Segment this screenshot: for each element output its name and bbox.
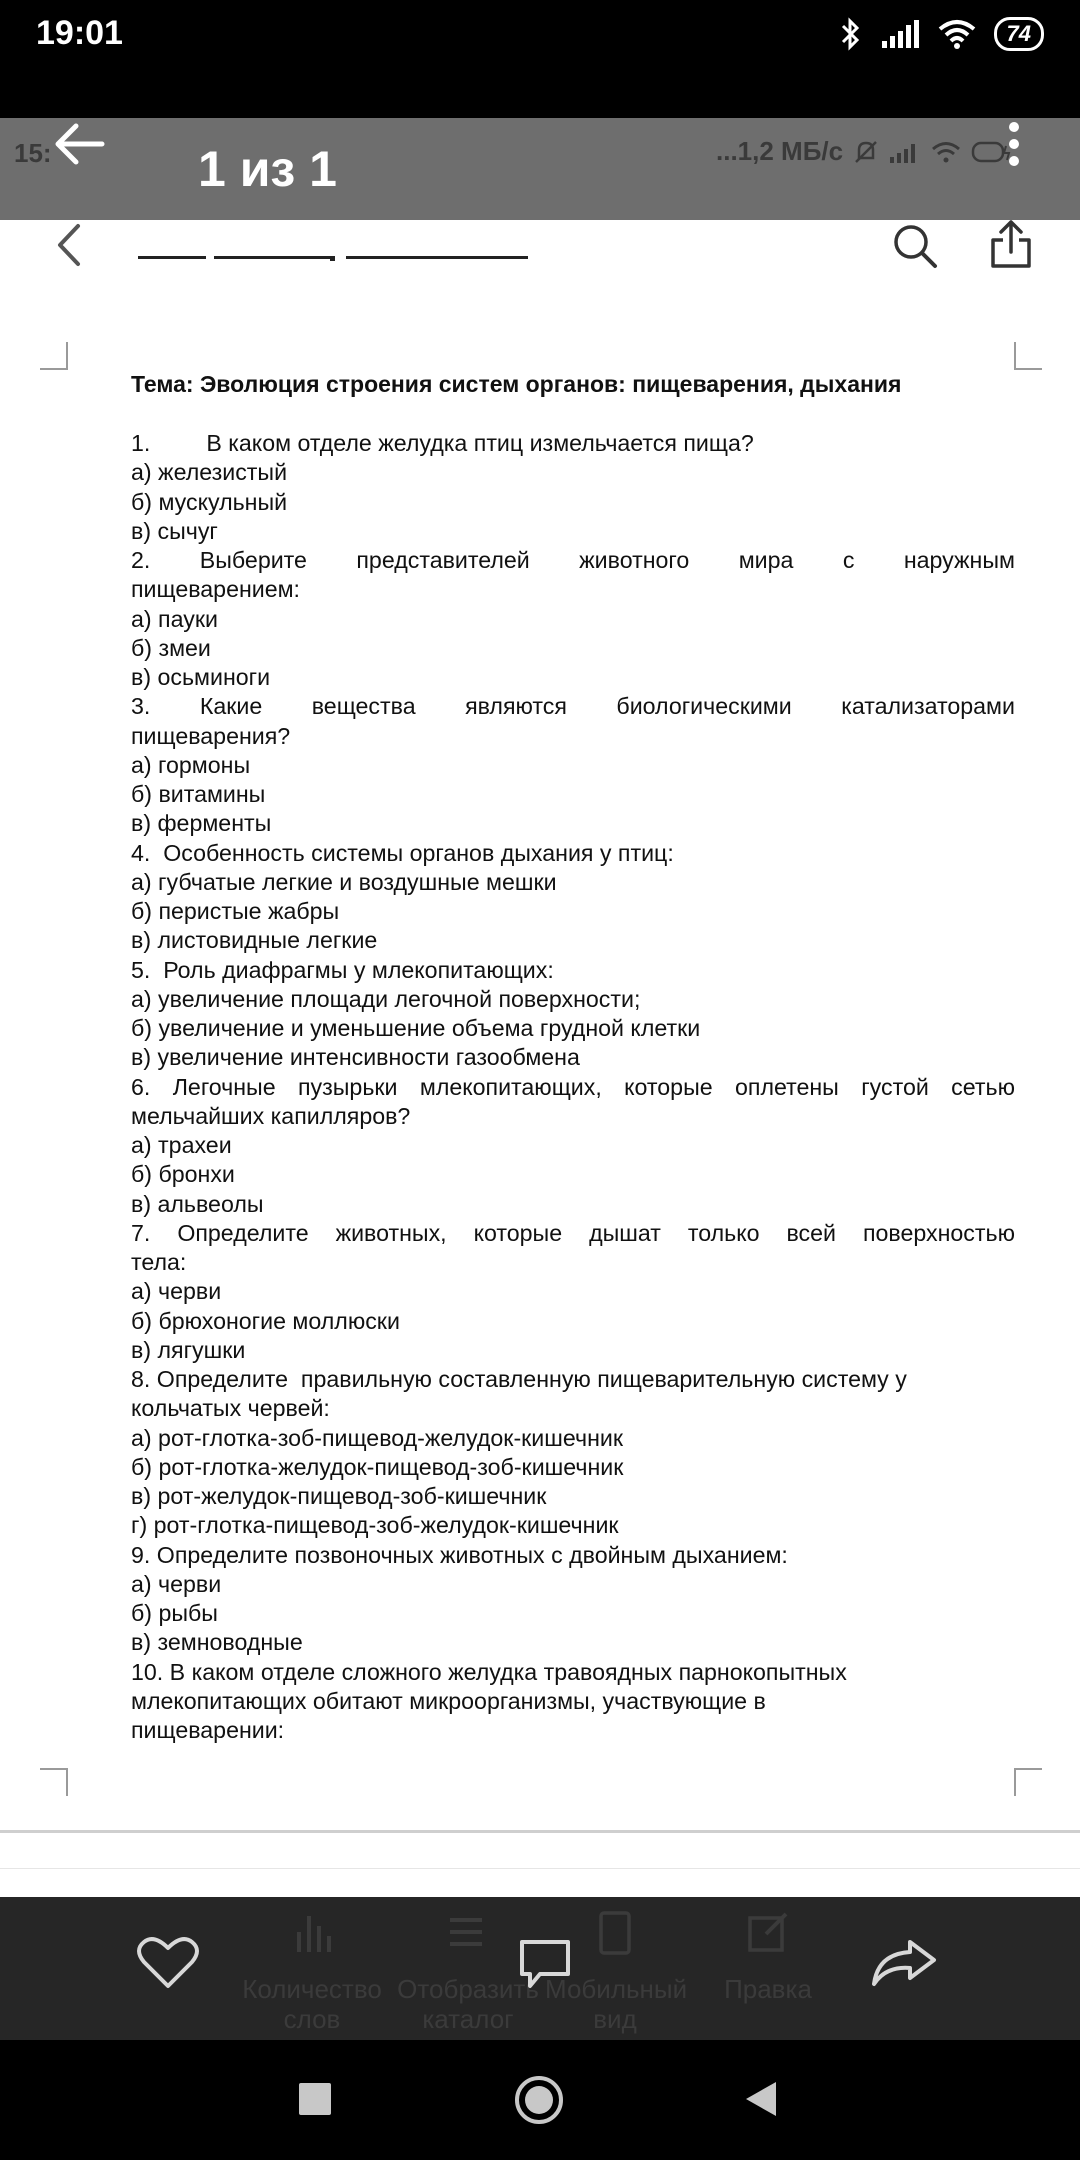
answer-option: б) мускульный (131, 488, 288, 515)
title-comma-mark (330, 256, 335, 261)
answer-option: б) бронхи (131, 1161, 235, 1188)
recent-apps-icon[interactable] (298, 2082, 332, 2116)
ghost-label-edit: Правка (724, 1974, 812, 2004)
system-back-icon[interactable] (742, 2080, 778, 2118)
answer-option: б) змеи (131, 634, 211, 661)
document-title-placeholder (214, 256, 330, 259)
answer-option: а) гормоны (131, 751, 251, 778)
question-4: 4. Особенность системы органов дыхания у птиц: (131, 839, 674, 866)
ghost-label-word-count: Количество слов (242, 1974, 382, 2034)
answer-option: в) альвеолы (131, 1190, 264, 1217)
answer-option: в) земноводные (131, 1629, 303, 1656)
comment-icon[interactable] (516, 1936, 574, 1994)
signal-icon (880, 19, 920, 49)
answer-option: в) рот-желудок-пищевод-зоб-кишечник (131, 1483, 547, 1509)
answer-option: в) ферменты (131, 810, 272, 837)
question-text-continuation: тела: (131, 1249, 187, 1275)
question-word: животного (579, 547, 690, 573)
answer-option: б) рот-глотка-желудок-пищевод-зоб-кишечник (131, 1453, 624, 1480)
question-2 (131, 546, 1015, 575)
background-status-icons (716, 136, 1011, 167)
question-text-continuation: мельчайших капилляров? (131, 1102, 411, 1129)
battery-indicator: 74 (994, 17, 1044, 51)
question-text: В каком отделе желудка птиц измельчается пища? (206, 430, 754, 456)
answer-option: б) витамины (131, 781, 266, 807)
question-word: вещества (311, 693, 416, 720)
document-page (131, 370, 1015, 1745)
question-5: 5. Роль диафрагмы у млекопитающих: (131, 956, 554, 983)
question-1 (131, 429, 1015, 458)
question-9: 9. Определите позвоночных животных с двойным дыханием: (131, 1541, 788, 1568)
answer-option: а) рот-глотка-зоб-пищевод-желудок-кишечник (131, 1424, 623, 1451)
background-signal-icon (889, 140, 921, 164)
document-title-placeholder (346, 256, 528, 259)
answer-option: б) перистые жабры (131, 898, 340, 924)
answer-option: а) черви (131, 1570, 222, 1597)
chevron-left-icon[interactable] (52, 222, 84, 268)
heart-icon[interactable] (136, 1934, 200, 1990)
question-word: катализаторами (841, 693, 1015, 720)
question-6: 6. Легочные пузырьки млекопитающих, которые оплетены густой сетью (131, 1073, 1015, 1100)
question-word: представителей (356, 547, 530, 573)
question-word: являются (465, 693, 567, 720)
page-corner-mark (1014, 342, 1042, 370)
viewer-title: 1 из 1 (198, 141, 337, 197)
ghost-label-catalog: Отобразить каталог (397, 1974, 539, 2034)
viewer-bar (0, 118, 1080, 220)
question-number: 1. (131, 430, 151, 456)
status-time: 19:01 (36, 14, 123, 52)
question-text-continuation: пищеварении: (131, 1717, 285, 1743)
answer-option: а) черви (131, 1278, 222, 1305)
page-corner-mark (1014, 1768, 1042, 1796)
question-word: 3. (131, 693, 151, 720)
share-icon[interactable] (988, 218, 1034, 270)
page-divider (0, 1830, 1080, 1833)
answer-option: б) рыбы (131, 1600, 218, 1626)
answer-option: а) губчатые легкие и воздушные мешки (131, 868, 557, 895)
document-title: Тема: Эволюция строения систем органов: пищеварения, дыхания (131, 371, 902, 397)
status-icons (840, 14, 1044, 54)
question-text-continuation: млекопитающих обитают микроорганизмы, участвующие в (131, 1687, 766, 1714)
answer-option: б) брюхоногие моллюски (131, 1307, 400, 1334)
question-7: 7. Определите животных, которые дышат только всей поверхностью (131, 1219, 1015, 1246)
question-text-continuation: пищеварения? (131, 722, 291, 749)
back-arrow-icon[interactable] (50, 121, 108, 167)
question-word: Выберите (199, 547, 307, 573)
word-count-icon (293, 1912, 333, 1956)
mobile-view-icon (598, 1910, 632, 1956)
answer-option: в) сычуг (131, 517, 218, 544)
muted-bell-icon (853, 139, 879, 165)
answer-option: г) рот-глотка-пищевод-зоб-желудок-кишечник (131, 1512, 619, 1539)
question-text-continuation: пищеварением: (131, 576, 301, 603)
more-options-icon[interactable] (1006, 120, 1022, 168)
answer-option: в) осьминоги (131, 664, 271, 690)
forward-share-icon[interactable] (870, 1938, 938, 1988)
network-speed: ...1,2 МБ/с (716, 136, 844, 166)
ghost-label-mobile-view: Мобильный вид (545, 1974, 688, 2034)
background-status-time: 15: (14, 138, 52, 168)
answer-option: б) увеличение и уменьшение объема грудной клетки (131, 1015, 701, 1041)
answer-option: в) листовидные легкие (131, 927, 378, 954)
question-8: 8. Определите правильную составленную пищеварительную систему у (131, 1366, 907, 1392)
answer-option: в) увеличение интенсивности газообмена (131, 1044, 580, 1071)
question-word: мира (738, 547, 794, 573)
page-corner-mark (40, 342, 68, 370)
page-divider (0, 1868, 1080, 1869)
edit-icon (746, 1910, 790, 1954)
page-corner-mark (40, 1768, 68, 1796)
question-word: биологическими (616, 693, 792, 720)
question-3 (131, 692, 1015, 721)
search-icon[interactable] (891, 222, 939, 270)
background-wifi-icon (931, 140, 961, 164)
question-text-continuation: кольчатых червей: (131, 1395, 330, 1422)
answer-option: а) пауки (131, 605, 218, 632)
home-icon[interactable] (513, 2074, 565, 2126)
question-word: наружным (903, 547, 1015, 573)
document-title-placeholder (138, 256, 206, 259)
question-10: 10. В каком отделе сложного желудка травоядных парнокопытных (131, 1658, 847, 1685)
answer-option: а) увеличение площади легочной поверхности; (131, 985, 641, 1012)
answer-option: в) лягушки (131, 1336, 246, 1363)
answer-option: а) трахеи (131, 1132, 232, 1158)
question-word: с (842, 547, 855, 573)
question-word: 2. (131, 547, 151, 573)
answer-option: а) железистый (131, 459, 288, 486)
wifi-icon (938, 19, 976, 49)
bluetooth-icon (840, 17, 862, 51)
catalog-icon (446, 1912, 486, 1952)
question-word: Какие (199, 693, 263, 720)
